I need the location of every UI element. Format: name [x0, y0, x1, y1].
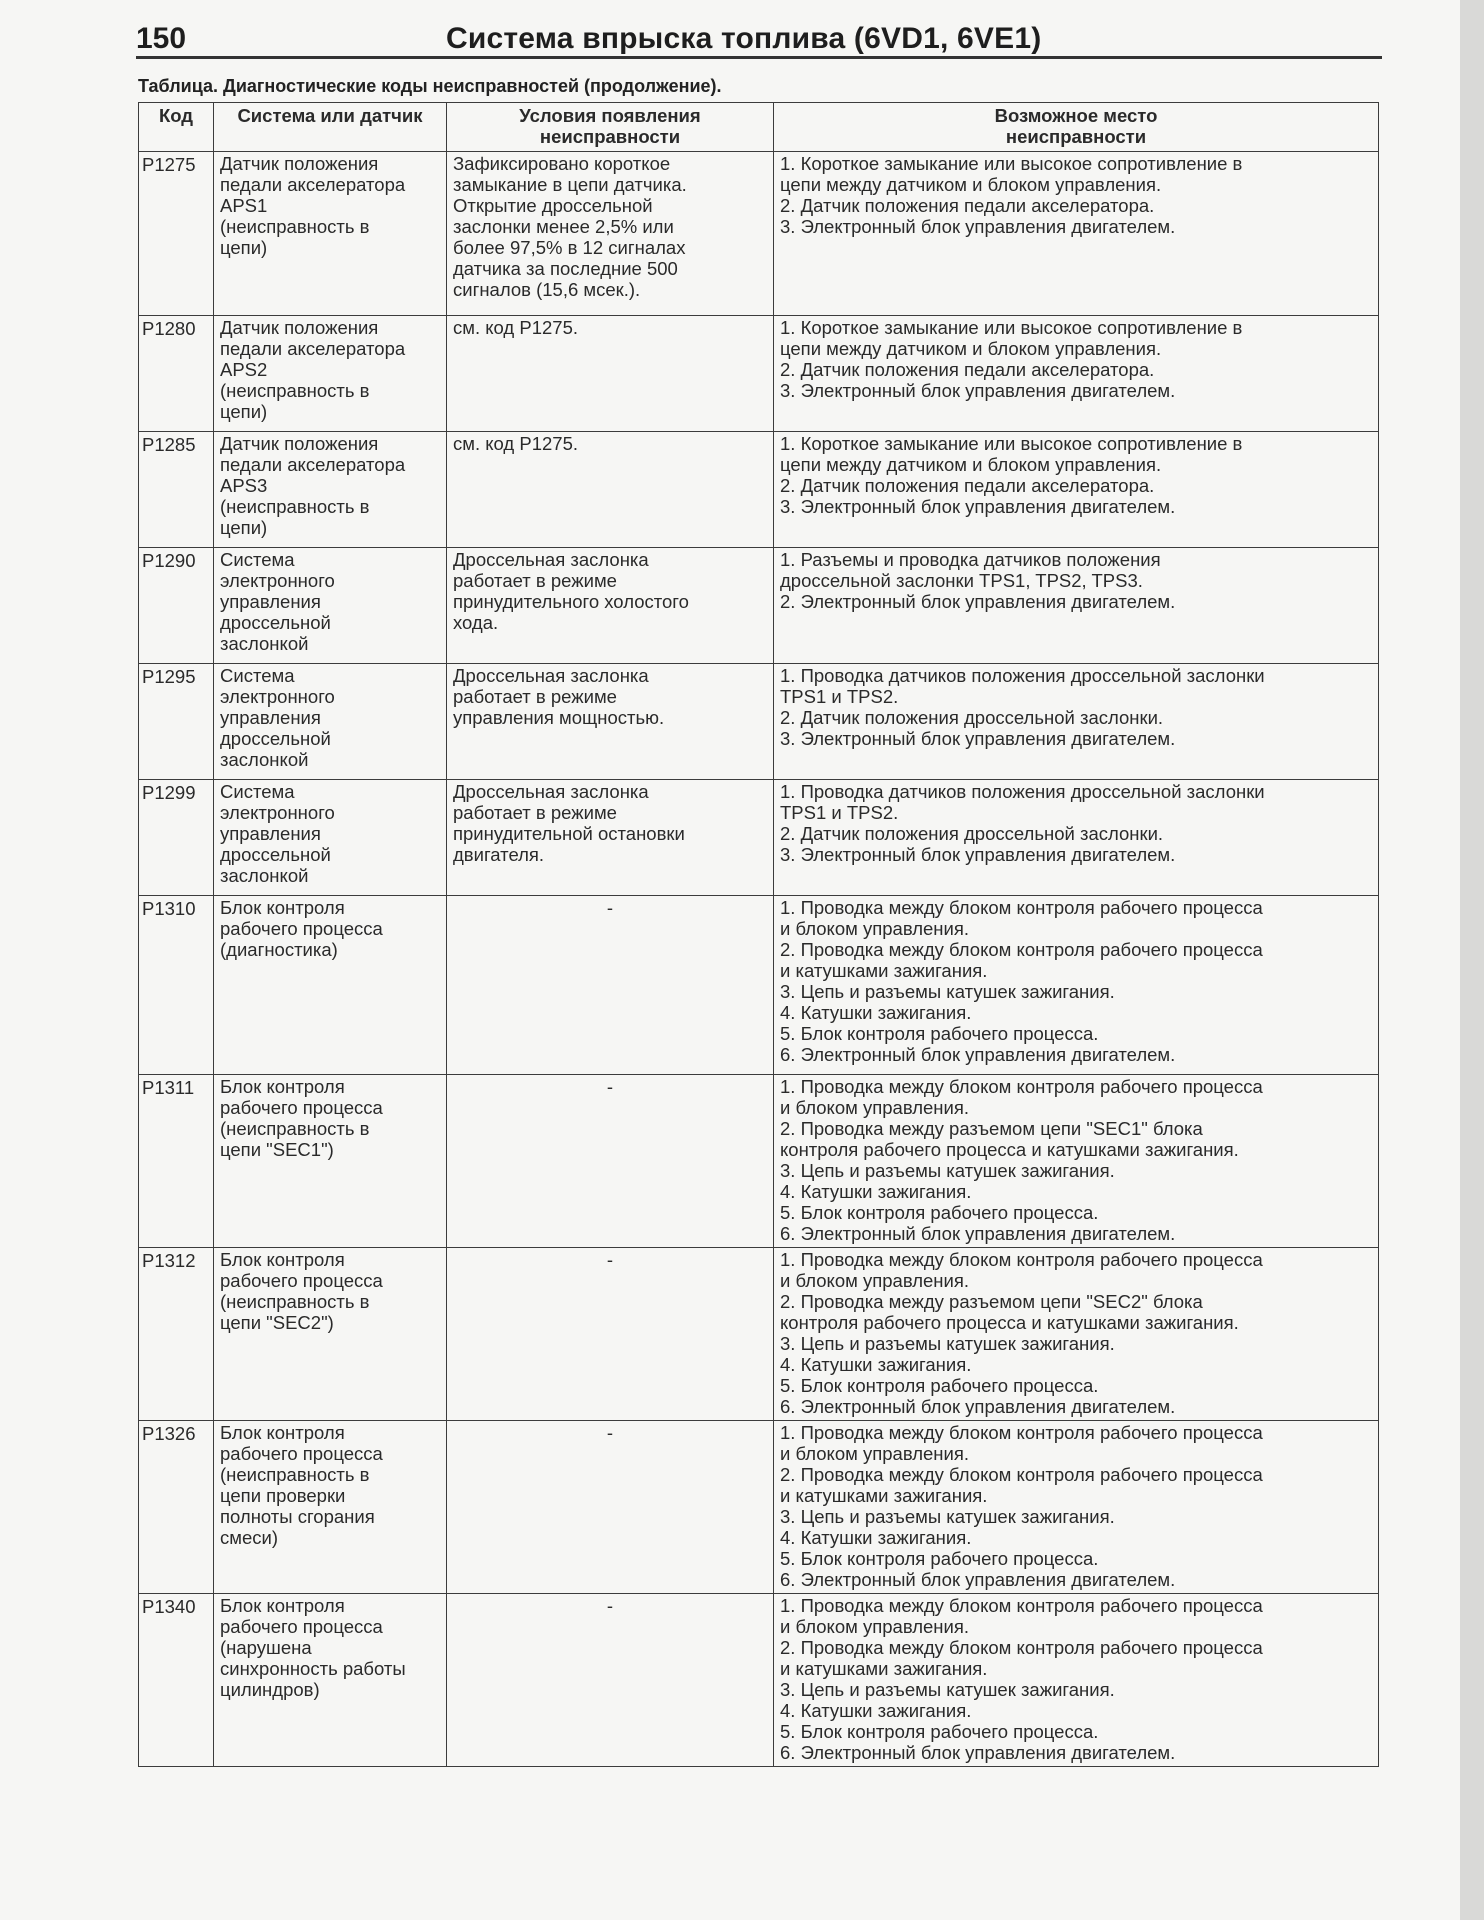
cell-code: P1275	[139, 152, 214, 316]
cell-location-line: 1. Проводка между блоком контроля рабочего процесса	[780, 1076, 1263, 1097]
cell-location-line: 1. Проводка датчиков положения дроссельной заслонки	[780, 781, 1265, 802]
cell-conditions-line: сигналов (15,6 мсек.).	[453, 279, 641, 300]
cell-location-line: 1. Короткое замыкание или высокое сопротивление в	[780, 153, 1243, 174]
cell-system-line: Блок контроля	[220, 1595, 345, 1616]
table-row	[139, 780, 1379, 896]
cell-conditions-line: двигателя.	[453, 844, 545, 865]
cell-system	[214, 1594, 447, 1767]
cell-location-line: 4. Катушки зажигания.	[780, 1354, 972, 1375]
table-caption: Таблица. Диагностические коды неисправностей (продолжение).	[138, 76, 722, 96]
cell-system-line: педали акселератора	[220, 174, 406, 195]
cell-location	[774, 1075, 1379, 1248]
cell-location-line: контроля рабочего процесса и катушками зажигания.	[780, 1139, 1239, 1160]
cell-location-line: 3. Электронный блок управления двигателем.	[780, 380, 1176, 401]
cell-system-line: дроссельной	[220, 728, 331, 749]
cell-system-line: цепи)	[220, 401, 268, 422]
page-number: 150	[136, 22, 187, 55]
cell-conditions-line: Дроссельная заслонка	[453, 781, 649, 802]
cell-system-line: (нарушена	[220, 1637, 312, 1658]
cell-system-line: цепи проверки	[220, 1485, 346, 1506]
cell-system	[214, 432, 447, 548]
cell-location	[774, 316, 1379, 432]
cell-conditions-line: Дроссельная заслонка	[453, 665, 649, 686]
cell-location-line: контроля рабочего процесса и катушками зажигания.	[780, 1312, 1239, 1333]
cell-location-line: и блоком управления.	[780, 1616, 970, 1637]
cell-conditions-line: управления мощностью.	[453, 707, 665, 728]
cell-system-line: Блок контроля	[220, 1076, 345, 1097]
cell-code: P1295	[139, 664, 214, 780]
cell-system-line: полноты сгорания	[220, 1506, 375, 1527]
cell-location-line: и катушками зажигания.	[780, 1485, 988, 1506]
cell-conditions-line: см. код P1275.	[453, 317, 579, 338]
cell-system	[214, 152, 447, 316]
cell-location-line: 1. Проводка датчиков положения дроссельной заслонки	[780, 665, 1265, 686]
cell-system-line: Система	[220, 665, 295, 686]
cell-system-line: заслонкой	[220, 865, 309, 886]
cell-conditions-line: работает в режиме	[453, 686, 617, 707]
cell-location-line: и блоком управления.	[780, 918, 970, 939]
cell-location	[774, 1421, 1379, 1594]
cell-conditions-line: принудительной остановки	[453, 823, 685, 844]
cell-location-line: 6. Электронный блок управления двигателем.	[780, 1396, 1176, 1417]
cell-system-line: Блок контроля	[220, 1422, 345, 1443]
header-code: Код	[139, 103, 214, 152]
cell-location-line: и катушками зажигания.	[780, 1658, 988, 1679]
cell-location-line: 4. Катушки зажигания.	[780, 1002, 972, 1023]
cell-system	[214, 1421, 447, 1594]
cell-system-line: (диагностика)	[220, 939, 338, 960]
table-header-row	[139, 103, 1379, 152]
cell-conditions-line: -	[606, 1422, 614, 1443]
cell-conditions	[447, 664, 774, 780]
cell-location	[774, 432, 1379, 548]
cell-conditions-line: более 97,5% в 12 сигналах	[453, 237, 686, 258]
cell-system-line: электронного	[220, 570, 335, 591]
cell-location-line: 5. Блок контроля рабочего процесса.	[780, 1721, 1099, 1742]
cell-location-line: 6. Электронный блок управления двигателем.	[780, 1223, 1176, 1244]
cell-location-line: 3. Цепь и разъемы катушек зажигания.	[780, 1160, 1115, 1181]
cell-system-line: электронного	[220, 686, 335, 707]
cell-location-line: 5. Блок контроля рабочего процесса.	[780, 1375, 1099, 1396]
diagnostic-codes-table	[138, 102, 1379, 1767]
cell-location-line: 5. Блок контроля рабочего процесса.	[780, 1548, 1099, 1569]
cell-location-line: 4. Катушки зажигания.	[780, 1181, 972, 1202]
cell-system-line: (неисправность в	[220, 1291, 370, 1312]
cell-conditions	[447, 548, 774, 664]
cell-location-line: 6. Электронный блок управления двигателем.	[780, 1742, 1176, 1763]
cell-location-line: 2. Датчик положения педали акселератора.	[780, 195, 1155, 216]
table-row	[139, 1248, 1379, 1421]
table-row	[139, 548, 1379, 664]
cell-code: P1290	[139, 548, 214, 664]
cell-location-line: 2. Датчик положения дроссельной заслонки.	[780, 823, 1164, 844]
cell-system-line: APS3	[220, 475, 268, 496]
cell-location-line: 2. Проводка между блоком контроля рабочего процесса	[780, 939, 1263, 960]
cell-system-line: рабочего процесса	[220, 918, 383, 939]
cell-conditions	[447, 780, 774, 896]
cell-conditions-line: заслонки менее 2,5% или	[453, 216, 674, 237]
cell-location	[774, 1594, 1379, 1767]
cell-conditions-line: Дроссельная заслонка	[453, 549, 649, 570]
cell-system-line: Датчик положения	[220, 317, 379, 338]
cell-location-line: 3. Электронный блок управления двигателем.	[780, 496, 1176, 517]
table-row	[139, 432, 1379, 548]
cell-location	[774, 548, 1379, 664]
cell-location-line: цепи между датчиком и блоком управления.	[780, 454, 1162, 475]
cell-conditions-line: работает в режиме	[453, 570, 617, 591]
cell-system	[214, 1075, 447, 1248]
cell-location-line: цепи между датчиком и блоком управления.	[780, 174, 1162, 195]
cell-system	[214, 1248, 447, 1421]
cell-location-line: 3. Электронный блок управления двигателем.	[780, 728, 1176, 749]
cell-conditions-line: Открытие дроссельной	[453, 195, 653, 216]
cell-system-line: (неисправность в	[220, 496, 370, 517]
cell-location-line: 3. Цепь и разъемы катушек зажигания.	[780, 1506, 1115, 1527]
cell-location-line: 2. Проводка между блоком контроля рабочего процесса	[780, 1464, 1263, 1485]
page-edge	[1460, 0, 1484, 1920]
cell-code: P1311	[139, 1075, 214, 1248]
cell-system-line: управления	[220, 591, 321, 612]
cell-system-line: (неисправность в	[220, 380, 370, 401]
cell-code: P1310	[139, 896, 214, 1075]
cell-location-line: 2. Электронный блок управления двигателем.	[780, 591, 1176, 612]
cell-system-line: Датчик положения	[220, 433, 379, 454]
cell-location-line: 2. Датчик положения дроссельной заслонки.	[780, 707, 1164, 728]
cell-location-line: и блоком управления.	[780, 1097, 970, 1118]
cell-system-line: синхронность работы	[220, 1658, 406, 1679]
page-header	[136, 22, 1382, 58]
cell-system-line: Датчик положения	[220, 153, 379, 174]
cell-conditions	[447, 1421, 774, 1594]
page-title: Система впрыска топлива (6VD1, 6VE1)	[446, 22, 1042, 55]
cell-conditions-line: работает в режиме	[453, 802, 617, 823]
cell-system-line: (неисправность в	[220, 1464, 370, 1485]
cell-code: P1312	[139, 1248, 214, 1421]
cell-system-line: смеси)	[220, 1527, 279, 1548]
cell-system	[214, 664, 447, 780]
cell-conditions-line: -	[606, 1595, 614, 1616]
cell-system-line: рабочего процесса	[220, 1097, 383, 1118]
cell-system	[214, 896, 447, 1075]
cell-system-line: цепи)	[220, 517, 268, 538]
cell-location-line: 1. Проводка между блоком контроля рабочего процесса	[780, 1595, 1263, 1616]
table-row	[139, 664, 1379, 780]
cell-conditions-line: принудительного холостого	[453, 591, 689, 612]
cell-location-line: 1. Короткое замыкание или высокое сопротивление в	[780, 317, 1243, 338]
cell-system-line: цепи "SEC2")	[220, 1312, 334, 1333]
cell-location-line: 3. Электронный блок управления двигателем.	[780, 844, 1176, 865]
table-row	[139, 896, 1379, 1075]
cell-location	[774, 1248, 1379, 1421]
cell-location-line: 3. Цепь и разъемы катушек зажигания.	[780, 1333, 1115, 1354]
cell-location-line: дроссельной заслонки TPS1, TPS2, TPS3.	[780, 570, 1143, 591]
cell-system-line: электронного	[220, 802, 335, 823]
header-system: Система или датчик	[214, 103, 447, 152]
cell-system-line: Блок контроля	[220, 1249, 345, 1270]
cell-location-line: TPS1 и TPS2.	[780, 802, 899, 823]
cell-location-line: 4. Катушки зажигания.	[780, 1527, 972, 1548]
cell-location-line: и катушками зажигания.	[780, 960, 988, 981]
cell-location-line: 3. Цепь и разъемы катушек зажигания.	[780, 981, 1115, 1002]
cell-system-line: рабочего процесса	[220, 1443, 383, 1464]
cell-system-line: Система	[220, 549, 295, 570]
cell-location-line: 2. Проводка между разъемом цепи "SEC1" блока	[780, 1118, 1203, 1139]
cell-location-line: 3. Электронный блок управления двигателем.	[780, 216, 1176, 237]
cell-conditions	[447, 432, 774, 548]
cell-system	[214, 780, 447, 896]
cell-conditions-line: замыкание в цепи датчика.	[453, 174, 687, 195]
cell-system-line: рабочего процесса	[220, 1616, 383, 1637]
cell-system-line: Система	[220, 781, 295, 802]
cell-location-line: 2. Датчик положения педали акселератора.	[780, 359, 1155, 380]
table-row	[139, 1075, 1379, 1248]
cell-code: P1326	[139, 1421, 214, 1594]
header-location: Возможное место неисправности	[774, 103, 1379, 152]
cell-location	[774, 664, 1379, 780]
cell-location-line: 1. Проводка между блоком контроля рабочего процесса	[780, 1249, 1263, 1270]
cell-system-line: дроссельной	[220, 844, 331, 865]
cell-location	[774, 896, 1379, 1075]
cell-location-line: 1. Проводка между блоком контроля рабочего процесса	[780, 897, 1263, 918]
cell-conditions-line: хода.	[453, 612, 499, 633]
table-row	[139, 1594, 1379, 1767]
cell-system-line: дроссельной	[220, 612, 331, 633]
cell-location	[774, 780, 1379, 896]
cell-location-line: 4. Катушки зажигания.	[780, 1700, 972, 1721]
cell-system-line: заслонкой	[220, 633, 309, 654]
cell-location-line: 2. Датчик положения педали акселератора.	[780, 475, 1155, 496]
cell-conditions	[447, 316, 774, 432]
cell-conditions	[447, 1075, 774, 1248]
cell-code: P1285	[139, 432, 214, 548]
cell-conditions	[447, 1594, 774, 1767]
cell-location-line: и блоком управления.	[780, 1443, 970, 1464]
cell-conditions-line: датчика за последние 500	[453, 258, 678, 279]
cell-system-line: Блок контроля	[220, 897, 345, 918]
table-row	[139, 1421, 1379, 1594]
cell-location-line: 5. Блок контроля рабочего процесса.	[780, 1202, 1099, 1223]
cell-system-line: APS2	[220, 359, 268, 380]
cell-location-line: 1. Разъемы и проводка датчиков положения	[780, 549, 1161, 570]
cell-system-line: заслонкой	[220, 749, 309, 770]
cell-location-line: 1. Короткое замыкание или высокое сопротивление в	[780, 433, 1243, 454]
cell-system-line: управления	[220, 823, 321, 844]
cell-system-line: цепи)	[220, 237, 268, 258]
cell-code: P1299	[139, 780, 214, 896]
cell-location-line: цепи между датчиком и блоком управления.	[780, 338, 1162, 359]
header-rule	[136, 56, 1382, 59]
cell-code: P1340	[139, 1594, 214, 1767]
cell-system-line: (неисправность в	[220, 216, 370, 237]
cell-system	[214, 548, 447, 664]
cell-conditions	[447, 896, 774, 1075]
cell-conditions	[447, 152, 774, 316]
cell-conditions-line: -	[606, 1249, 614, 1270]
cell-location	[774, 152, 1379, 316]
cell-system-line: педали акселератора	[220, 338, 406, 359]
cell-location-line: 2. Проводка между разъемом цепи "SEC2" блока	[780, 1291, 1203, 1312]
cell-conditions-line: -	[606, 1076, 614, 1097]
cell-conditions-line: см. код P1275.	[453, 433, 579, 454]
cell-system-line: APS1	[220, 195, 268, 216]
cell-location-line: 2. Проводка между блоком контроля рабочего процесса	[780, 1637, 1263, 1658]
table-row	[139, 152, 1379, 316]
cell-location-line: и блоком управления.	[780, 1270, 970, 1291]
cell-location-line: 6. Электронный блок управления двигателем.	[780, 1569, 1176, 1590]
cell-system-line: управления	[220, 707, 321, 728]
cell-code: P1280	[139, 316, 214, 432]
cell-location-line: 5. Блок контроля рабочего процесса.	[780, 1023, 1099, 1044]
cell-conditions	[447, 1248, 774, 1421]
cell-location-line: 3. Цепь и разъемы катушек зажигания.	[780, 1679, 1115, 1700]
cell-location-line: 6. Электронный блок управления двигателем.	[780, 1044, 1176, 1065]
cell-location-line: 1. Проводка между блоком контроля рабочего процесса	[780, 1422, 1263, 1443]
cell-system	[214, 316, 447, 432]
cell-system-line: педали акселератора	[220, 454, 406, 475]
cell-conditions-line: -	[606, 897, 614, 918]
table-row	[139, 316, 1379, 432]
cell-system-line: цепи "SEC1")	[220, 1139, 334, 1160]
cell-system-line: цилиндров)	[220, 1679, 320, 1700]
cell-conditions-line: Зафиксировано короткое	[453, 153, 671, 174]
header-conditions: Условия появления неисправности	[447, 103, 774, 152]
cell-system-line: (неисправность в	[220, 1118, 370, 1139]
cell-location-line: TPS1 и TPS2.	[780, 686, 899, 707]
cell-system-line: рабочего процесса	[220, 1270, 383, 1291]
